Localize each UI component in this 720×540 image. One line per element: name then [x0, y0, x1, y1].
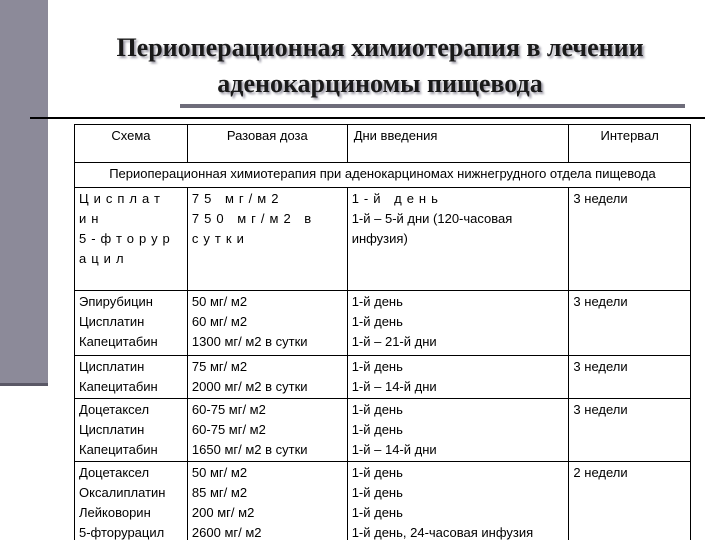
- slide-title-line-2: аденокарциномы пищевода: [217, 69, 543, 98]
- cell-line: 1‑й день: [351, 191, 443, 206]
- cell-line: 1‑й – 21‑й дни: [351, 334, 437, 349]
- cell-line: 1‑й день: [351, 422, 403, 437]
- cell-scheme: [75, 188, 188, 291]
- table-row: [75, 188, 691, 291]
- decorative-accent-edge: [0, 383, 48, 386]
- cell-line: ин: [79, 211, 104, 226]
- cell-line: 1‑й день: [351, 465, 403, 480]
- table-subheader: Периоперационная химиотерапия при аденокарциномах нижнегрудного отдела пищевода: [75, 163, 691, 188]
- header-days: Дни введения: [347, 125, 569, 163]
- slide-title-line-1: Периоперационная химиотерапия в лечении: [116, 33, 644, 62]
- cell-scheme: [75, 356, 188, 399]
- cell-line: 50 мг/ м2: [191, 294, 248, 309]
- table-subheader-row: [75, 163, 691, 188]
- cell-line: 1‑й день: [351, 359, 403, 374]
- cell-line: ацил: [79, 251, 129, 266]
- cell-line: Эпирубицин: [79, 294, 153, 309]
- cell-interval: 3 недели: [569, 291, 691, 356]
- cell-line: Доцетаксел: [79, 465, 150, 480]
- cell-line: Доцетаксел: [79, 402, 150, 417]
- cell-line: 1‑й день: [351, 314, 403, 329]
- cell-scheme: [75, 291, 188, 356]
- cell-days: [347, 291, 569, 356]
- cell-line: Оксалиплатин: [79, 485, 166, 500]
- cell-line: 1‑й – 5‑й дни (120‑часовая: [351, 211, 513, 226]
- cell-interval: 3 недели: [569, 399, 691, 462]
- decorative-accent-bar: [0, 0, 48, 383]
- table-row: [75, 291, 691, 356]
- cell-line: 50 мг/ м2: [191, 465, 248, 480]
- cell-interval: 2 недели: [569, 462, 691, 540]
- cell-scheme: [75, 462, 188, 540]
- cell-line: Лейковорин: [79, 505, 151, 520]
- cell-line: 1‑й – 14‑й дни: [351, 442, 437, 457]
- cell-line: Капецитабин: [79, 379, 158, 394]
- cell-line: инфузия): [351, 231, 408, 246]
- cell-days: [347, 356, 569, 399]
- cell-days: [347, 462, 569, 540]
- cell-line: Цисплатин: [79, 314, 145, 329]
- cell-days: [347, 188, 569, 291]
- header-scheme: Схема: [75, 125, 188, 163]
- cell-line: Капецитабин: [79, 334, 158, 349]
- cell-line: 1‑й день: [351, 402, 403, 417]
- table-header-row: [75, 125, 691, 163]
- regimen-table: [74, 124, 691, 540]
- cell-line: 2600 мг/ м2: [191, 525, 262, 540]
- cell-line: 1‑й день: [351, 294, 403, 309]
- cell-line: 60‑75 мг/ м2: [191, 402, 266, 417]
- title-underline-shadow: [180, 104, 685, 108]
- header-interval: Интервал: [569, 125, 691, 163]
- cell-dose: [187, 399, 347, 462]
- cell-line: 2000 мг/ м2 в сутки: [191, 379, 308, 394]
- cell-line: 1300 мг/ м2 в сутки: [191, 334, 308, 349]
- cell-days: [347, 399, 569, 462]
- cell-interval: 3 недели: [569, 188, 691, 291]
- cell-scheme: [75, 399, 188, 462]
- cell-line: Капецитабин: [79, 442, 158, 457]
- cell-line: 75 мг/м2: [191, 191, 284, 206]
- title-underline: [30, 117, 705, 119]
- cell-line: Цисплат: [79, 191, 165, 206]
- cell-line: Цисплатин: [79, 422, 145, 437]
- cell-line: 5‑фторурацил: [79, 525, 165, 540]
- cell-line: 60‑75 мг/ м2: [191, 422, 266, 437]
- cell-line: 200 мг/ м2: [191, 505, 255, 520]
- cell-line: 75 мг/ м2: [191, 359, 248, 374]
- cell-dose: [187, 462, 347, 540]
- cell-line: сутки: [191, 231, 249, 246]
- cell-line: 1‑й – 14‑й дни: [351, 379, 437, 394]
- cell-line: 60 мг/ м2: [191, 314, 248, 329]
- table-row: [75, 399, 691, 462]
- cell-line: 750 мг/м2 в: [191, 211, 317, 226]
- cell-dose: [187, 356, 347, 399]
- table-row: [75, 462, 691, 540]
- table-row: [75, 356, 691, 399]
- cell-line: 1‑й день: [351, 505, 403, 520]
- cell-line: 1‑й день, 24‑часовая инфузия: [351, 525, 534, 540]
- cell-line: 1650 мг/ м2 в сутки: [191, 442, 308, 457]
- cell-dose: [187, 188, 347, 291]
- header-dose: Разовая доза: [187, 125, 347, 163]
- cell-dose: [187, 291, 347, 356]
- cell-line: Цисплатин: [79, 359, 145, 374]
- slide-title: [60, 30, 700, 102]
- cell-line: 85 мг/ м2: [191, 485, 248, 500]
- cell-interval: 3 недели: [569, 356, 691, 399]
- cell-line: 5‑фторур: [79, 231, 175, 246]
- cell-line: 1‑й день: [351, 485, 403, 500]
